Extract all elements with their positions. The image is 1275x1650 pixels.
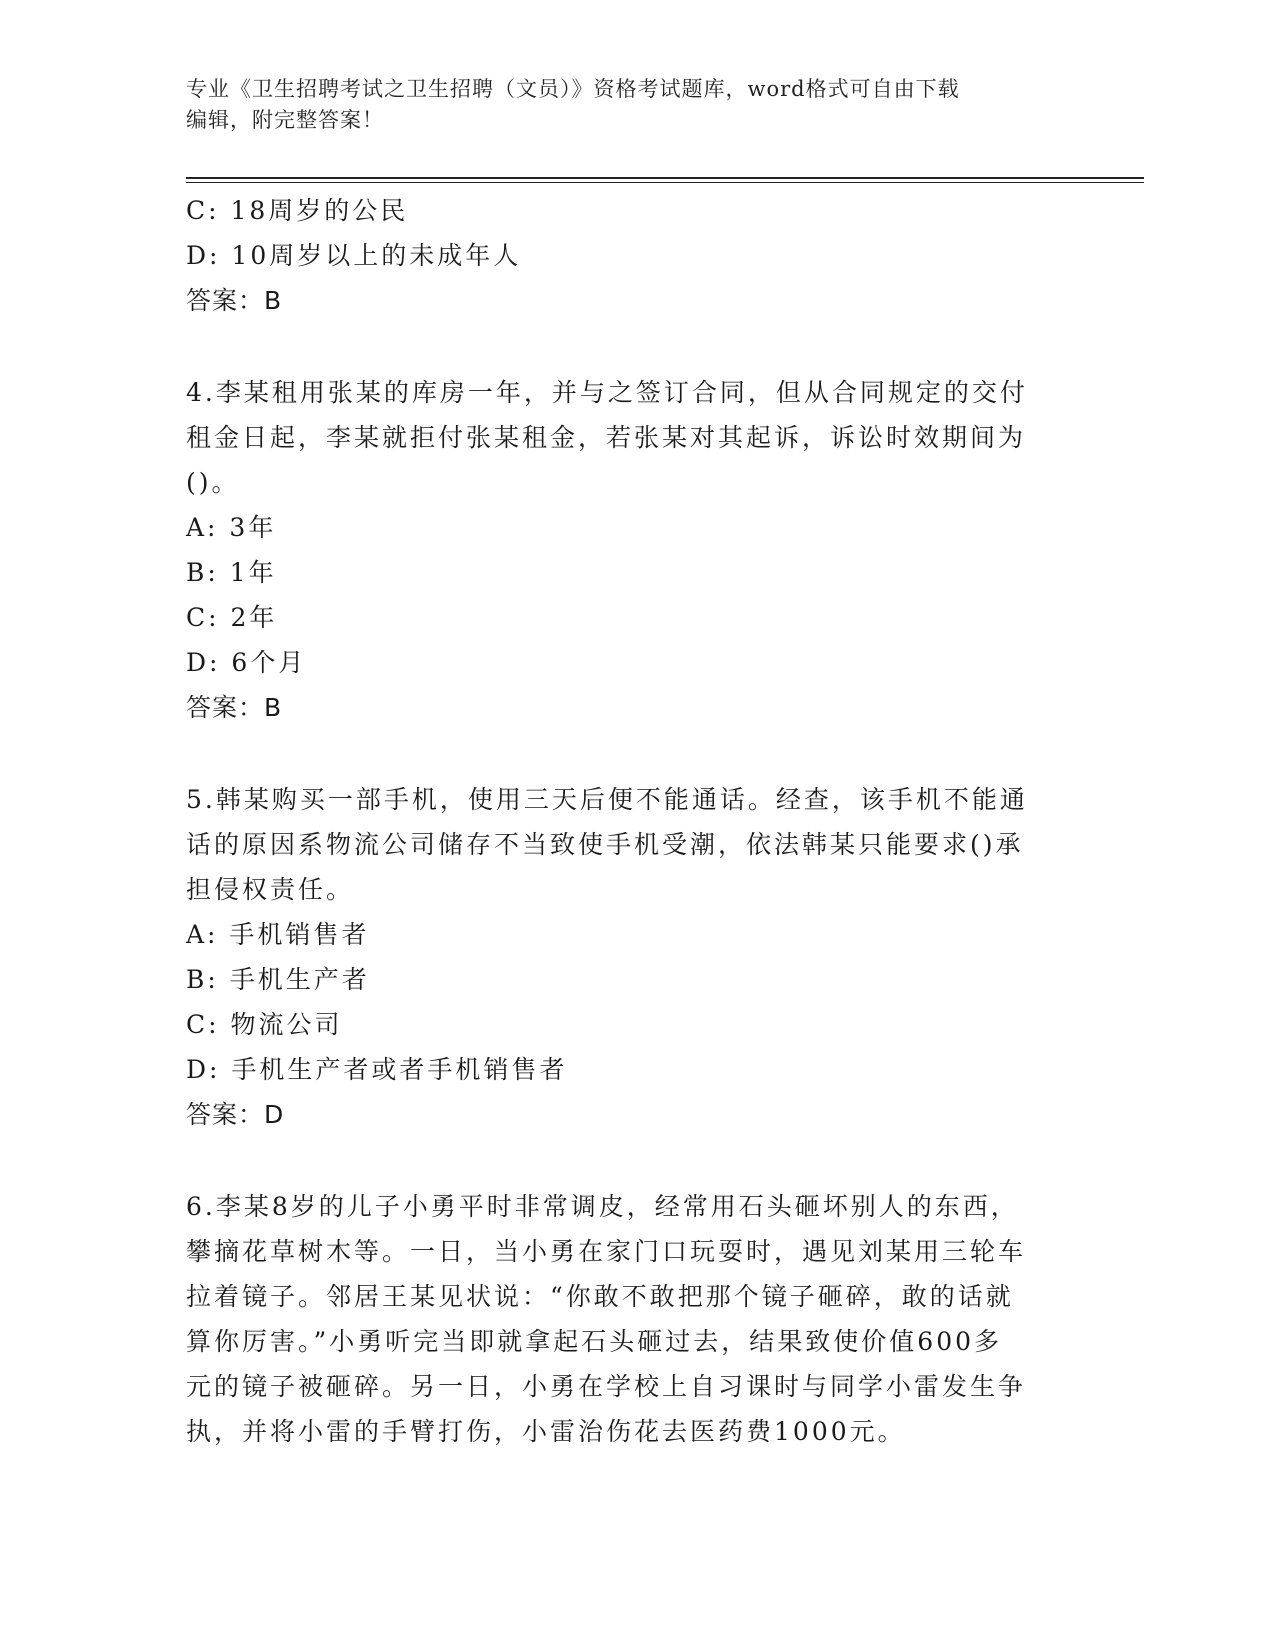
- option-c: C: 2年: [186, 603, 278, 632]
- document-body: [186, 188, 1056, 1454]
- option-a: A: 3年: [186, 513, 277, 542]
- option-d: D: 6个月: [186, 648, 307, 677]
- question-text-line: 6.李某8岁的儿子小勇平时非常调皮，经常用石头砸坏别人的东西，: [186, 1192, 1019, 1221]
- question-5: [186, 777, 1056, 1137]
- question-text-line: ()。: [186, 468, 240, 497]
- question-6: [186, 1184, 1056, 1454]
- question-4: [186, 370, 1056, 730]
- question-text-line: 攀摘花草树木等。一日，当小勇在家门口玩耍时，遇见刘某用三轮车: [186, 1237, 1027, 1266]
- header-rule-thin: [186, 182, 1144, 183]
- header-line-2: 编辑，附完整答案！: [186, 108, 384, 132]
- header-rule-thick: [186, 177, 1144, 179]
- question-text-line: 担侵权责任。: [186, 875, 355, 904]
- answer-label: 答案：D: [186, 1100, 285, 1129]
- answer-label: 答案：B: [186, 286, 283, 315]
- question-text-line: 执，并将小雷的手臂打伤，小雷治伤花去医药费1000元。: [186, 1417, 906, 1446]
- question-text-line: 话的原因系物流公司储存不当致使手机受潮，依法韩某只能要求()承: [186, 830, 1024, 859]
- option-d: D: 手机生产者或者手机销售者: [186, 1055, 568, 1084]
- question-text-line: 4.李某租用张某的库房一年，并与之签订合同，但从合同规定的交付: [186, 378, 1028, 407]
- question-text-line: 5.韩某购买一部手机，使用三天后便不能通话。经查，该手机不能通: [186, 785, 1028, 814]
- question-text-line: 算你厉害。”小勇听完当即就拿起石头砸过去，结果致使价值600多: [186, 1327, 1003, 1356]
- question-text-line: 元的镜子被砸碎。另一日，小勇在学校上自习课时与同学小雷发生争: [186, 1372, 1027, 1401]
- spacer: [186, 730, 1056, 777]
- option-b: B: 手机生产者: [186, 965, 370, 994]
- spacer: [186, 1137, 1056, 1184]
- option-c: C: 物流公司: [186, 1010, 343, 1039]
- header-line-1: 专业《卫生招聘考试之卫生招聘（文员）》资格考试题库，word格式可自由下载: [186, 77, 960, 101]
- question-text-line: 拉着镜子。邻居王某见状说：“你敢不敢把那个镜子砸碎，敢的话就: [186, 1282, 1014, 1311]
- option-d: D: 10周岁以上的未成年人: [186, 241, 522, 270]
- question-text-line: 租金日起，李某就拒付张某租金，若张某对其起诉，诉讼时效期间为: [186, 423, 1027, 452]
- document-header: [186, 74, 1066, 136]
- option-c: C: 18周岁的公民: [186, 196, 409, 225]
- option-a: A: 手机销售者: [186, 920, 370, 949]
- answer-label: 答案：B: [186, 693, 283, 722]
- option-b: B: 1年: [186, 558, 277, 587]
- spacer: [186, 323, 1056, 370]
- question-3-tail: [186, 188, 1056, 323]
